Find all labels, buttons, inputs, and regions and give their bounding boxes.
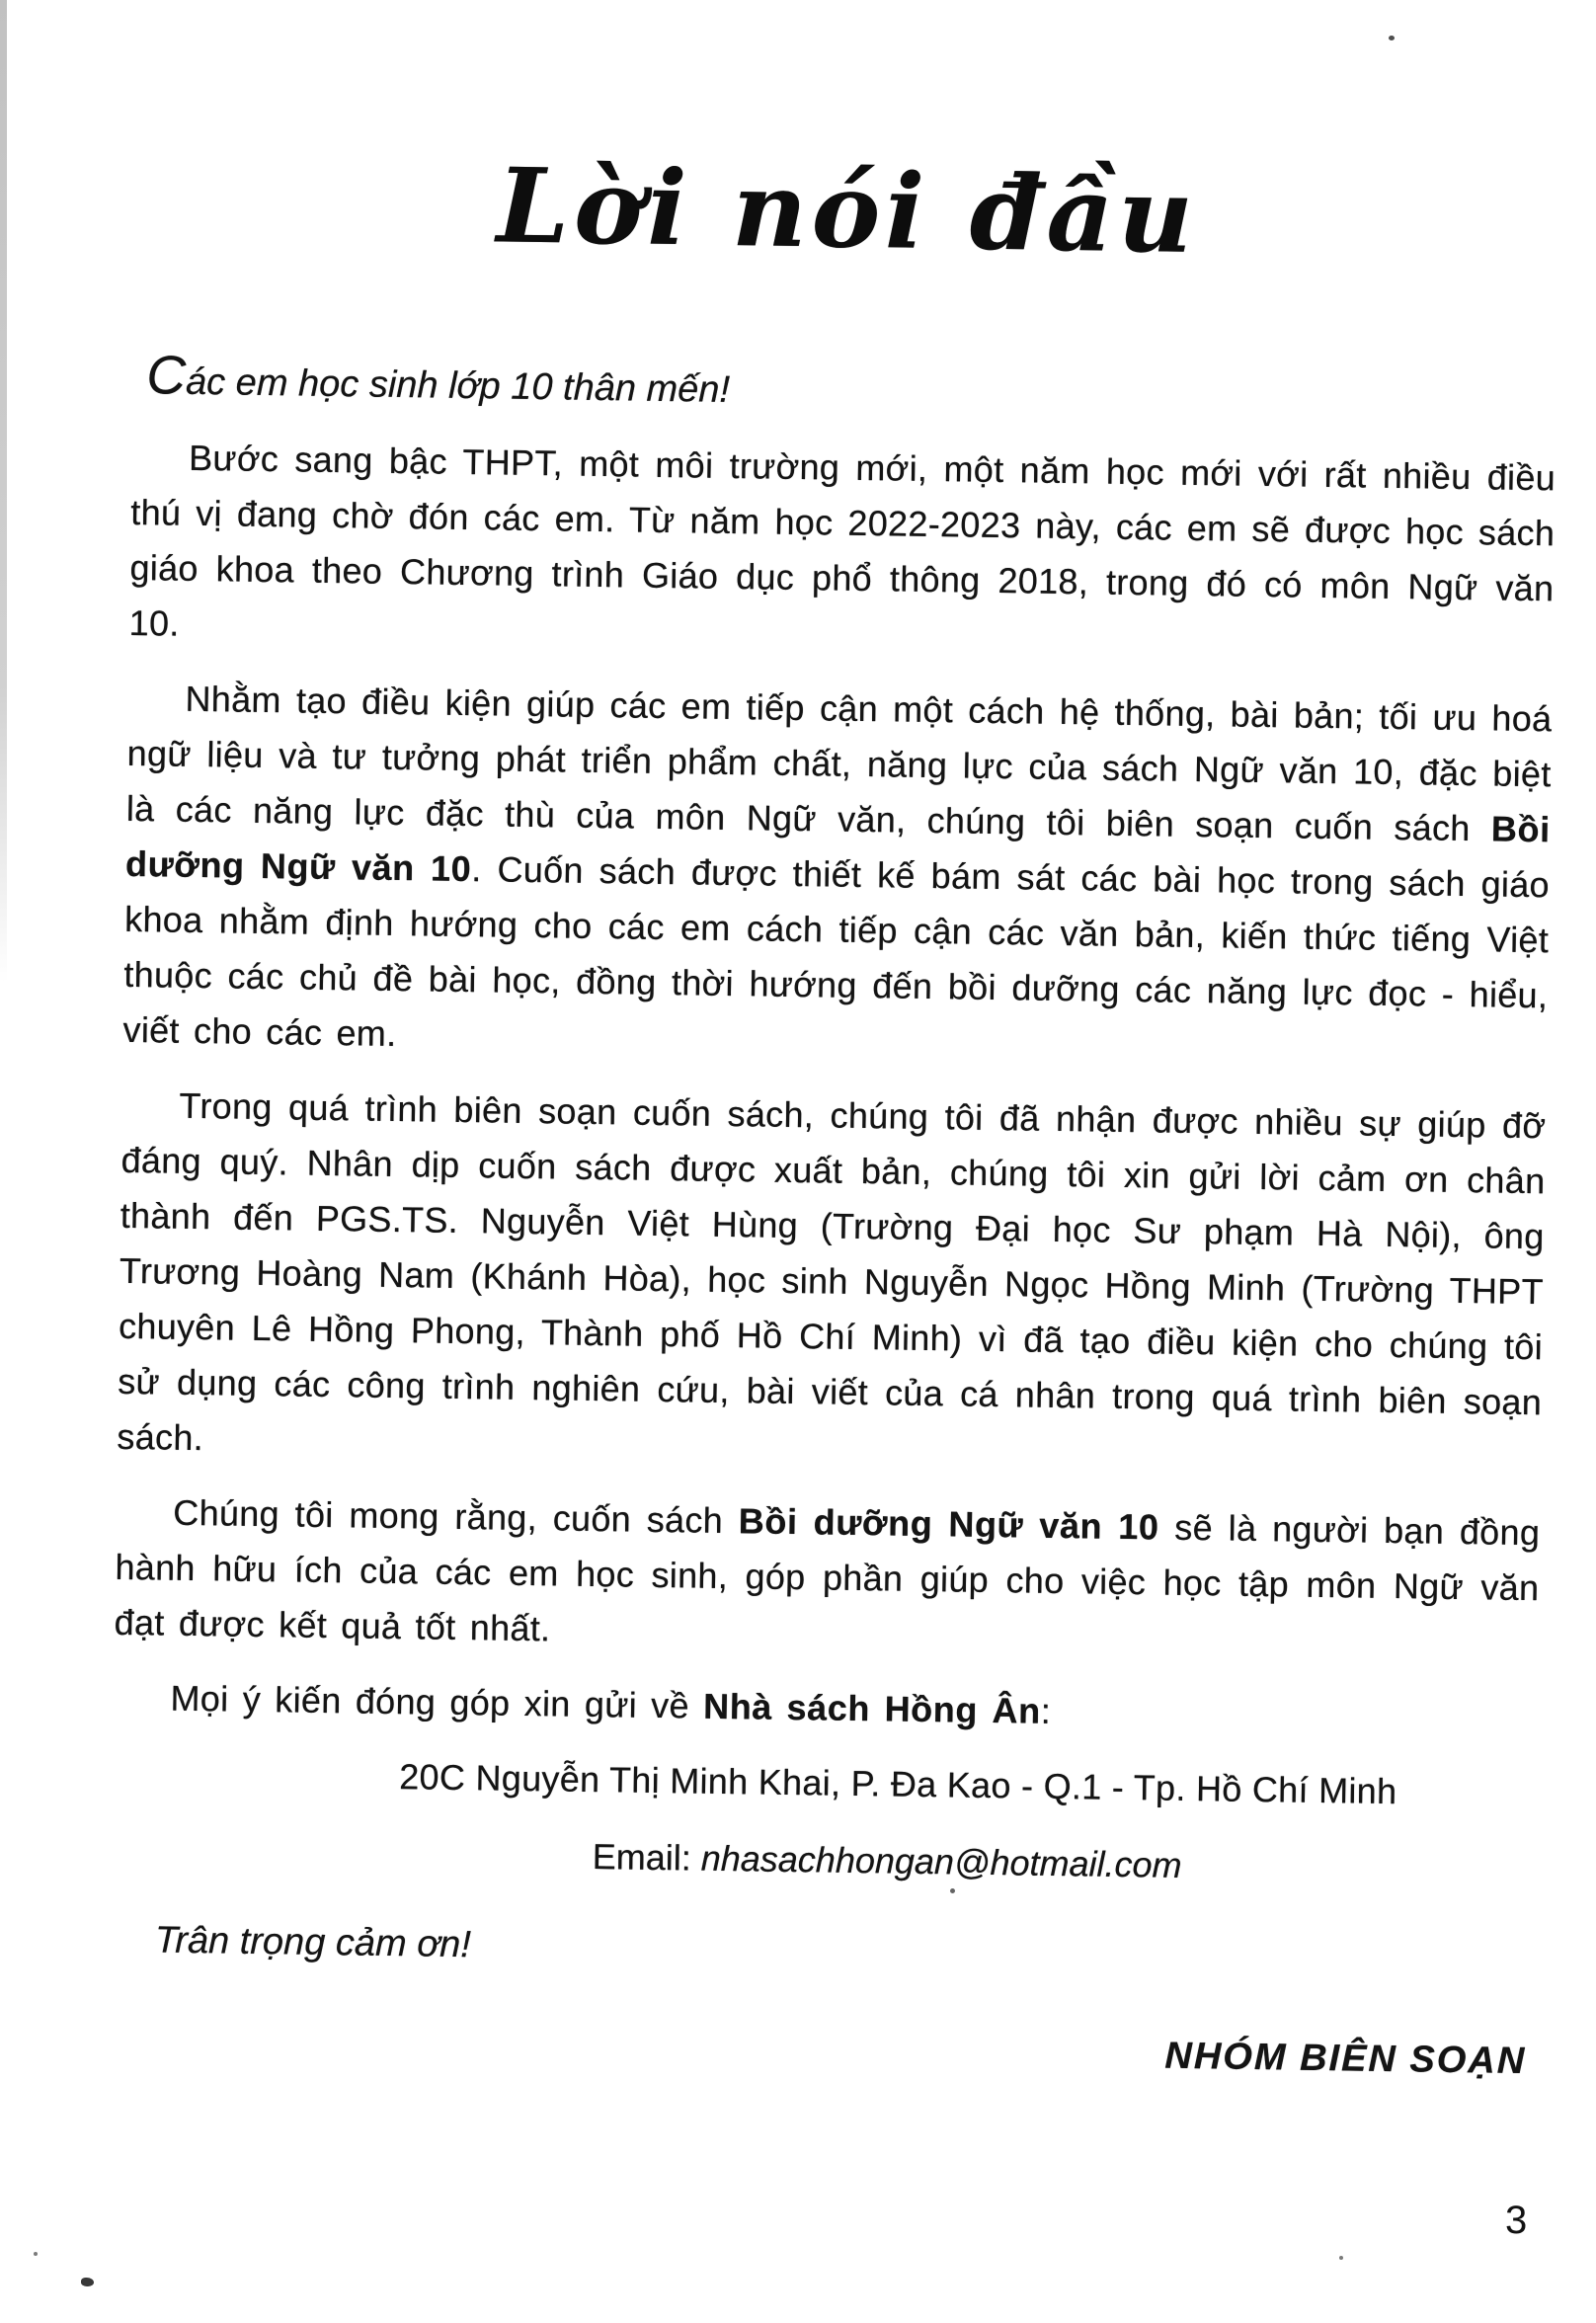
- email-label: Email:: [592, 1836, 692, 1879]
- book-title-bold: Bồi dưỡng Ngữ văn 10: [738, 1500, 1159, 1548]
- paragraph-5-text-post: :: [1040, 1690, 1052, 1731]
- paragraph-2: [122, 671, 1553, 1079]
- paragraph-2-text-pre: Nhằm tạo điều kiện giúp các em tiếp cận một cách hệ thống, bài bản; tối ưu hoá ngữ liệu và tư tưởng phát triển phẩm chất, năng lực của sách Ngữ văn 10, đặc biệt là các năng lực đặc thù của môn Ngữ văn, chúng tôi biên soạn cuốn sách: [125, 678, 1553, 849]
- paragraph-4-text-pre: Chúng tôi mong rằng, cuốn sách: [173, 1491, 740, 1542]
- scan-speckle: [1389, 36, 1395, 40]
- bookstore-name-bold: Nhà sách Hồng Ân: [702, 1685, 1042, 1731]
- paragraph-5-text-pre: Mọi ý kiến đóng góp xin gửi về: [170, 1677, 704, 1726]
- paragraph-1-text: Bước sang bậc THPT, một môi trường mới, một năm học mới với rất nhiều điều thú vị đang chờ đón các em. Từ năm học 2022-2023 này, các em sẽ được học sách giáo khoa theo Chương trình Giáo dục phổ thông 2018, trong đó có môn Ngữ văn 10.: [128, 437, 1556, 644]
- scan-edge-artifact: [0, 0, 7, 983]
- closing-thanks: Trân trọng cảm ơn!: [154, 1919, 472, 1966]
- book-title-bold: Bồi dưỡng Ngữ văn 10: [124, 808, 1552, 890]
- bookstore-email-line: [111, 1822, 1536, 1898]
- paragraph-3-text: Trong quá trình biên soạn cuốn sách, chúng tôi đã nhận được nhiều sự giúp đỡ đáng quý. Nhân dịp cuốn sách được xuất bản, chúng tôi xin gửi lời cảm ơn chân thành đến PGS.TS. Nguyễn Việt Hùng (Trường Đại học Sư phạm Hà Nội), ông Trương Hoàng Nam (Khánh Hòa), học sinh Nguyễn Ngọc Hồng Minh (Trường THPT chuyên Lê Hồng Phong, Thành phố Hồ Chí Minh) vì đã tạo điều kiện cho chúng tôi sử dụng các công trình nghiên cứu, bài viết của cá nhân trong quá trình biên soạn sách.: [117, 1084, 1547, 1459]
- paragraph-2-text-post: . Cuốn sách được thiết kế bám sát các bài học trong sách giáo khoa nhằm định hướng cho các em cách tiếp cận các văn bản, kiến thức tiếng Việt thuộc các chủ đề bài học, đồng thời hướng đến bồi dưỡng các năng lực đọc - hiểu, viết cho các em.: [122, 848, 1551, 1055]
- paragraph-5: [113, 1670, 1538, 1746]
- page-number: 3: [1505, 2199, 1528, 2242]
- scan-ink-blot: [81, 2278, 94, 2286]
- preface-page: [108, 136, 1560, 2090]
- paragraph-4-text-post: sẽ là người bạn đồng hành hữu ích của các em học sinh, góp phần giúp cho việc học tập môn Ngữ văn đạt được kết quả tốt nhất.: [114, 1506, 1541, 1649]
- paragraph-1: [128, 430, 1556, 672]
- paragraph-4: [114, 1484, 1540, 1671]
- salutation: Các em học sinh lớp 10 thân mến!: [145, 344, 731, 411]
- scan-speckle: [34, 2252, 38, 2256]
- bookstore-address: 20C Nguyễn Thị Minh Khai, P. Đa Kao - Q.1 - Tp. Hồ Chí Minh: [398, 1756, 1397, 1812]
- page-title: Lời nói đầu: [496, 144, 1199, 277]
- scan-speckle: [1339, 2256, 1343, 2260]
- editorial-group-signature: NHÓM BIÊN SOẠN: [1164, 2035, 1527, 2083]
- paragraph-3: [117, 1078, 1547, 1485]
- email-address: nhasachhongan@hotmail.com: [700, 1837, 1182, 1885]
